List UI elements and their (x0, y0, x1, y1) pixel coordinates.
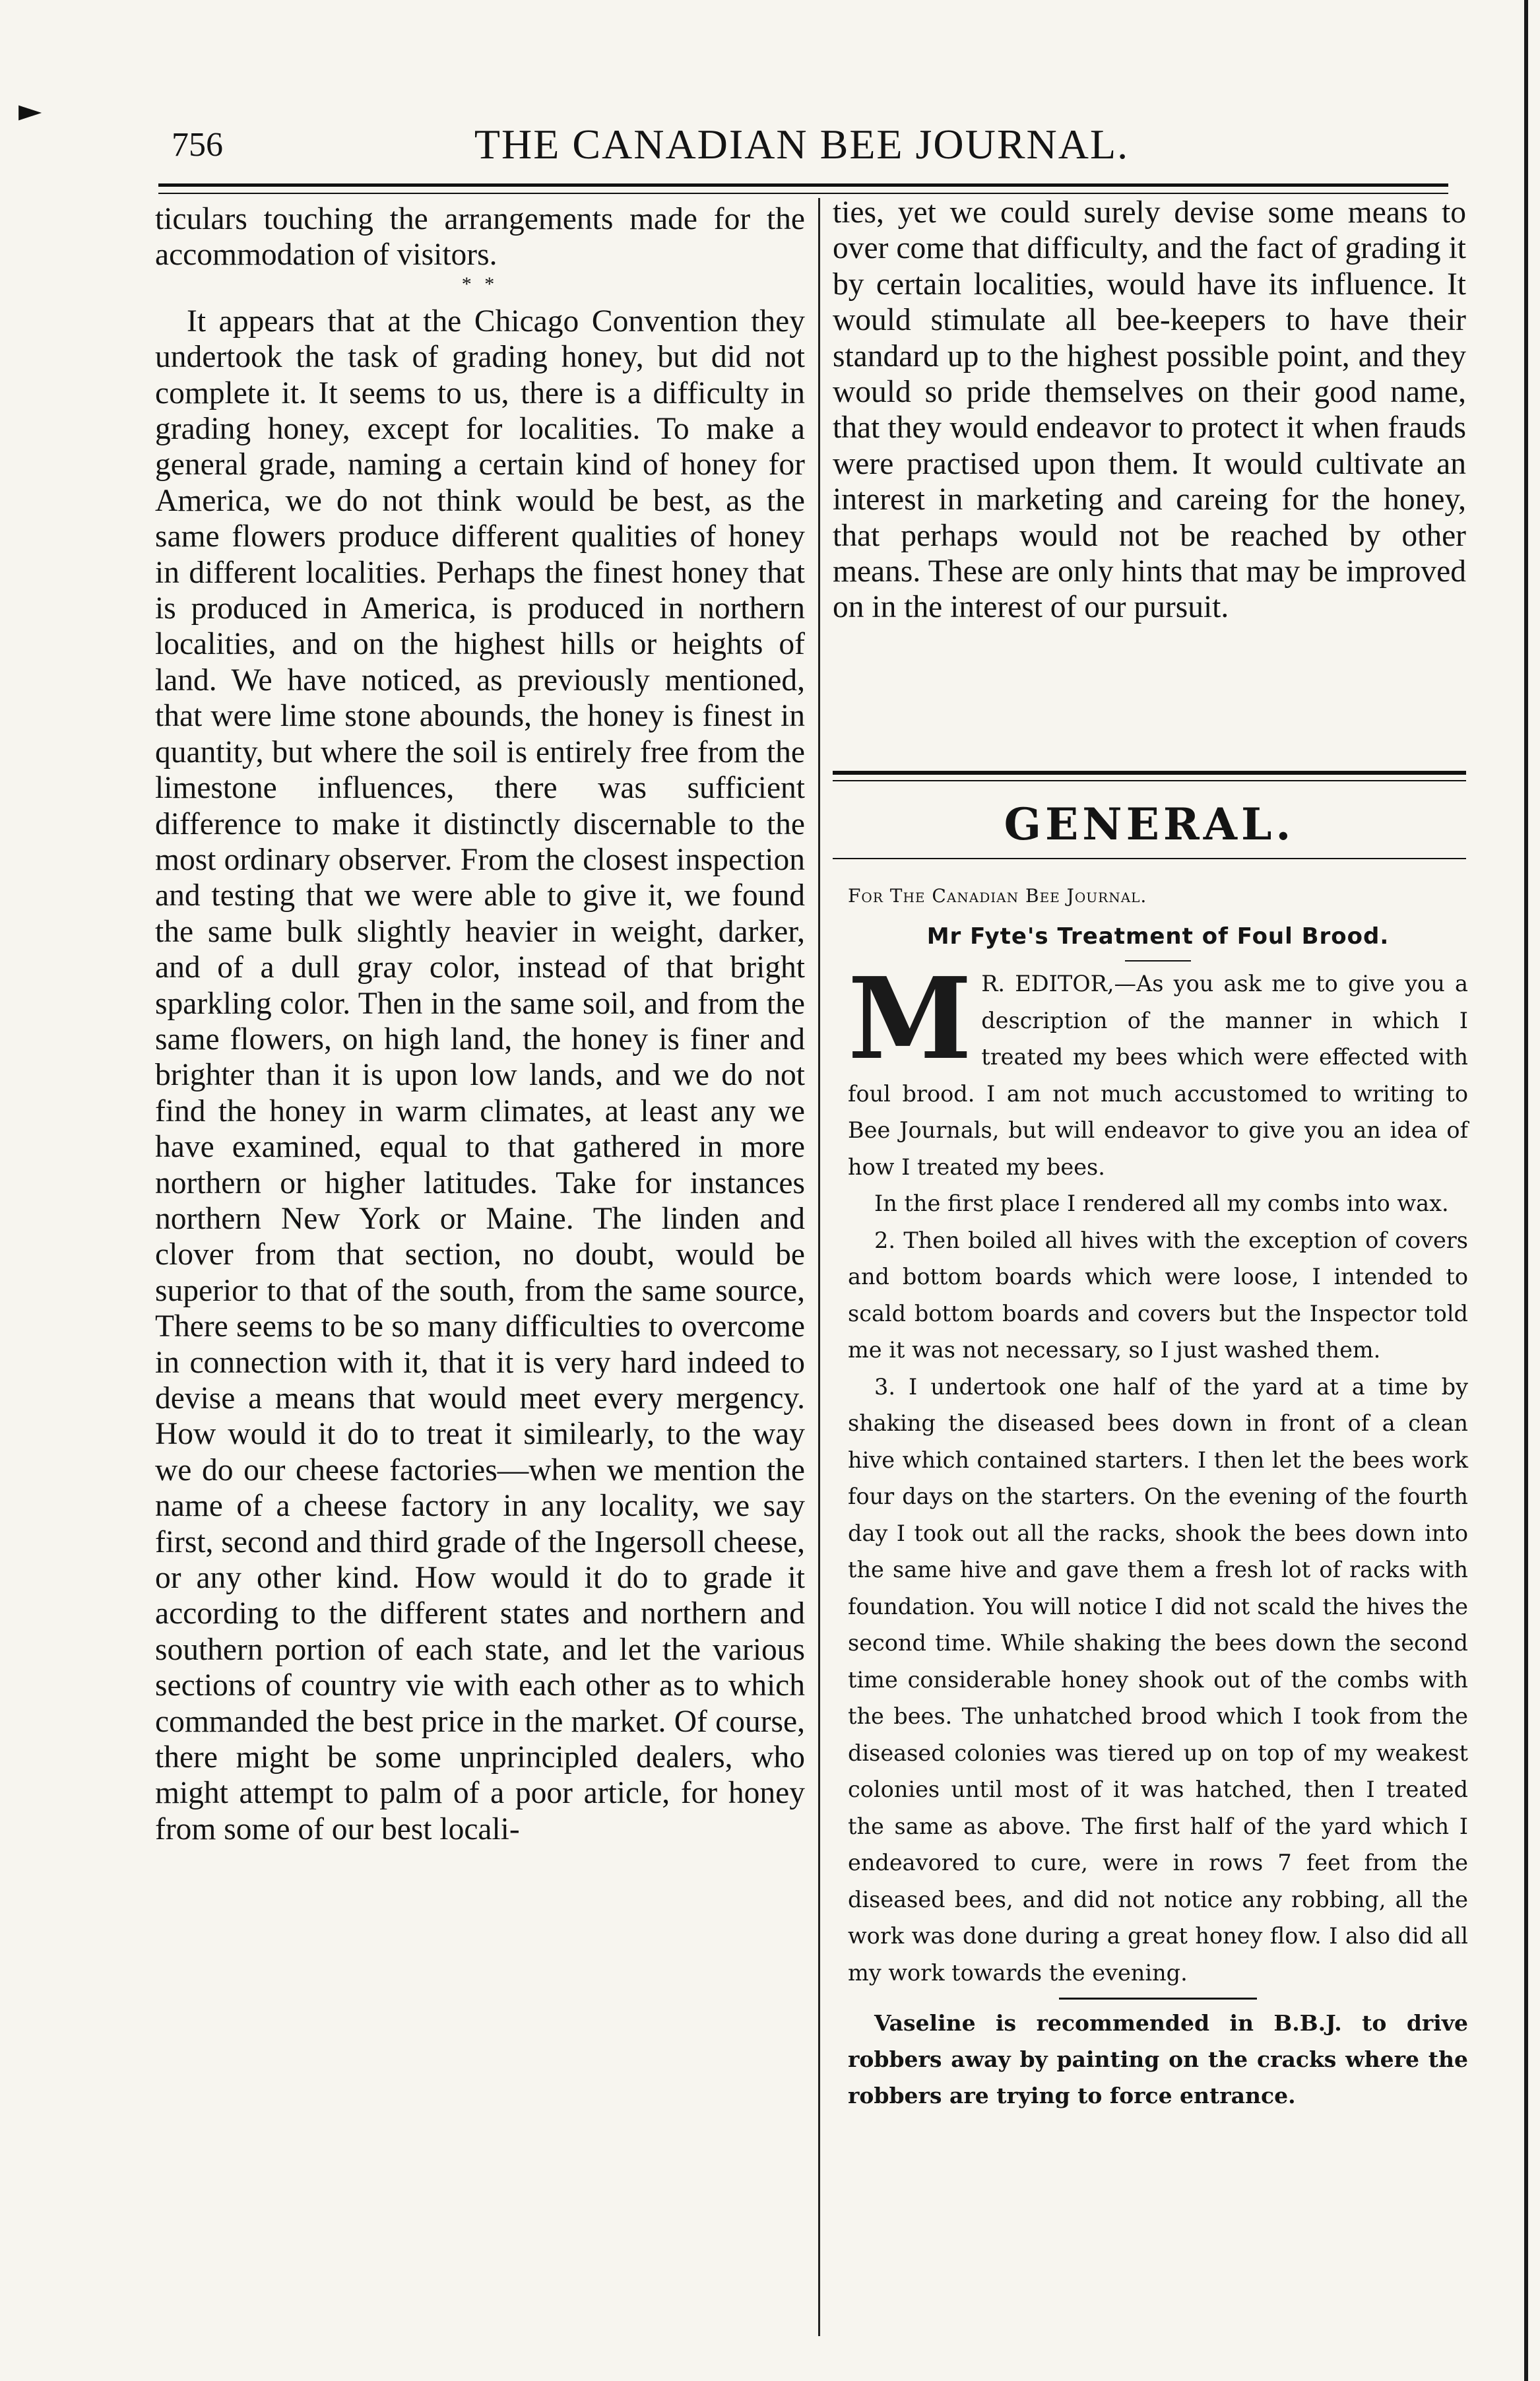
right-column-top (833, 195, 1466, 626)
left-column (155, 201, 805, 1847)
page-number: 756 (172, 126, 223, 164)
article-title: Mr Fyte's Treatment of Foul Brood. (926, 923, 1390, 950)
page-edge-rule (1524, 0, 1528, 2381)
left-paragraph-2: It appears that at the Chicago Convention they undertook the task of grading honey, but did not complete it. It seems to us, there is a difficulty in grading honey, except for localities. To make a general grade, naming a certain kind of honey for America, we do not think would be best, as the same flowers produce different qualities of honey in different localities. Perhaps the finest honey that is produced in America, is produced in northern localities, and on the highest hills or heights of land. We have noticed, as previously mentioned, that were lime stone abounds, the honey is finest in quantity, but where the soil is entirely free from the limestone influences, there was sufficient difference to make it distinctly discernable to the most ordinary observer. From the closest inspection and testing that we were able to give it, we found the same bulk slightly heavier in weight, darker, and of a dull gray color, instead of that bright sparkling color. Then in the same soil, and from the same flowers, on high land, the honey is finer and brighter than it is upon low lands, and we do not find the honey in warm climates, at least any we have examined, equal to that gathered in more northern or higher latitudes. Take for instances northern New York or Maine. The linden and clover from that section, no doubt, would be superior to that of the south, from the same source, There seems to be so many difficulties to overcome in connection with it, that it is very hard indeed to devise a means that would meet every mergency. How would it do to treat it similearly, to the way we do our cheese factories—when we mention the name of a cheese factory in any locality, we say first, second and third grade of the Ingersoll cheese, or any other kind. How would it do to grade it according to the different states and northern and southern portion of each state, and let the various sections of country vie with each other as to which commanded the best price in the market. Of course, there might be some unprincipled dealers, who might attempt to palm of a poor article, for honey from some of our best locali- (155, 304, 805, 1846)
section-heading-general: GENERAL. (1004, 799, 1295, 850)
article-byline: For The Canadian Bee Journal. (848, 885, 1147, 907)
section-rule-thick (833, 771, 1466, 775)
drop-cap: M (848, 953, 973, 1085)
pointer-mark-icon: ► (18, 92, 42, 128)
section-heading-rule (833, 858, 1466, 859)
article-paragraph-2: In the first place I rendered all my combs into wax. (874, 1190, 1449, 1216)
article-end-rule (1059, 1998, 1257, 2000)
article-paragraph-1 (848, 953, 1468, 1185)
title-rule (1125, 960, 1191, 962)
article-paragraph-3: 2. Then boiled all hives with the exception of covers and bottom boards which were loose, I intended to scald bottom boards and covers but the Inspector told me it was not necessary, so I just washed them. (848, 1227, 1468, 1363)
left-paragraph-1: ticulars touching the arrangements made for the accommodation of visitors. (155, 202, 805, 273)
column-divider (818, 198, 820, 2336)
header-rule-thin (158, 193, 1448, 194)
article-paragraph-1-text: R. EDITOR,—As you ask me to give you a description of the manner in which I treated my bees which were effected with foul brood. I am not much accustomed to writing to Bee Journals, but will endeavor to give you an idea of how I treated my bees. (848, 971, 1468, 1180)
page-header (155, 114, 1448, 173)
asterism: * * (461, 273, 499, 295)
right-paragraph-1: ties, yet we could surely devise some means to over come that difficulty, and the fact of grading it by certain localities, would have its influence. It would stimulate all bee-keepers to have their standard up to the highest possible point, and they would so pride themselves on their good name, that they would endeavor to protect it when frauds were practised upon them. It would cultivate an interest in marketing and careing for the honey, that perhaps would not be reached by other means. These are only hints that may be improved on in the interest of our pursuit. (833, 195, 1466, 625)
article-paragraph-4: 3. I undertook one half of the yard at a time by shaking the diseased bees down in front of a clean hive which contained starters. I then let the bees work four days on the starters. On the evening of the fourth day I took out all the racks, shook the bees down into the same hive and gave them a fresh lot of racks with foundation. You will notice I did not scald the hives the second time. While shaking the bees down the second time considerable honey shook out of the combs with the bees. The unhatched brood which I took from the diseased colonies was tiered up on top of my weakest colonies until most of it was hatched, then I treated the same as above. The first half of the yard which I endeavored to cure, were in rows 7 feet from the diseased bees, and did not notice any robbing, all the work was done during a great honey flow. I also did all my work towards the evening. (848, 1373, 1468, 1986)
article-foul-brood (848, 878, 1468, 2114)
journal-title: THE CANADIAN BEE JOURNAL. (474, 121, 1130, 168)
vaseline-note: Vaseline is recommended in B.B.J. to drive robbers away by painting on the cracks where the robbers are trying to force entrance. (848, 2010, 1468, 2108)
section-rule-thin (833, 780, 1466, 781)
header-rule (158, 183, 1448, 187)
